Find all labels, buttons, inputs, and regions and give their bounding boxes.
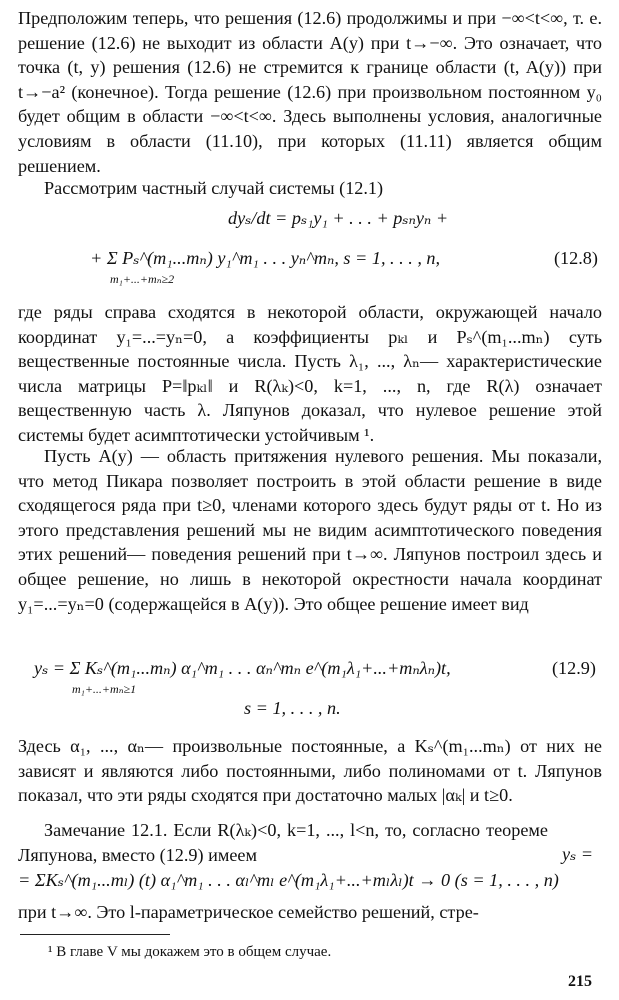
equation-12-8-number: (12.8): [554, 248, 598, 268]
paragraph-remark-12-1: Замечание 12.1. Если R(λₖ)<0, k=1, ..., l<n, то, согласно теореме Ляпунова, вместо (12.9) имеем: [18, 820, 548, 865]
equation-12-9-line2: s = 1, . . . , n.: [244, 698, 341, 718]
equation-12-9-sum-range: m₁+...+mₙ≥1: [72, 682, 137, 696]
equation-12-8-sum-range: m₁+...+mₙ≥2: [110, 272, 175, 286]
paragraph-special-case: Рассмотрим частный случай системы (12.1): [44, 178, 384, 198]
equation-12-9-line1: yₛ = Σ Kₛ^(m₁...mₙ) α₁^m₁ . . . αₙ^mₙ e^(m₁λ₁+...+mₙλₙ)t,: [34, 658, 451, 678]
paragraph-constants: Здесь α₁, ..., αₙ— произвольные постоянные, а Kₛ^(m₁...mₙ) от них не зависят и являются либо постоянными, либо полиномами от t. Ляпунов показал, что эти ряды сходятся при достаточно малых |αₖ| и t≥0.: [18, 736, 602, 806]
equation-12-8-line2: + Σ Pₛ^(m₁...mₙ) y₁^m₁ . . . yₙ^mₙ, s = 1, . . . , n,: [90, 248, 441, 268]
equation-12-8-line1: dyₛ/dt = pₛ₁y₁ + . . . + pₛₙyₙ +: [228, 208, 449, 228]
equation-remark-head: yₛ =: [562, 844, 594, 864]
footnote-divider: [20, 934, 170, 935]
page-number: 215: [568, 973, 592, 990]
paragraph-closing: при t→∞. Это l-параметрическое семейство решений, стре-: [18, 902, 479, 922]
equation-remark: = ΣKₛ^(m₁...mₗ) (t) α₁^m₁ . . . αₗ^mₗ e^(m₁λ₁+...+mₗλₗ)t → 0 (s = 1, . . . , n): [18, 870, 559, 890]
paragraph-intro: Предположим теперь, что решения (12.6) продолжимы и при −∞<t<∞, т. е. решение (12.6) не выходит из области A(y) при t→−∞. Это означает, что точка (t, y) решения (12.6) не стремится к границе области (t, A(y)) при t→−a² (конечное). Тогда решение (12.6) при произвольном постоянном y₀ будет общим в области −∞<t<∞. Здесь выполнены условия, аналогичные условиям в области (11.10), при которых (11.11) является общим решением.: [18, 8, 602, 176]
equation-12-9-number: (12.9): [552, 658, 596, 678]
paragraph-attraction-region: Пусть A(y) — область притяжения нулевого решения. Мы показали, что метод Пикара позволяет построить в этой области решение в виде сходящегося ряда при t≥0, членами которого здесь будут ряды от t. Но из этого представления решений мы не видим асимптотического поведения этих решений— поведения решений при t→∞. Ляпунов построил здесь и общее решение, но лишь в некоторой окрестности начала координат y₁=...=yₙ=0 (содержащейся в A(y)). Это общее решение имеет вид: [18, 446, 602, 614]
footnote: ¹ В главе V мы докажем это в общем случае.: [48, 944, 332, 960]
paragraph-series-description: где ряды справа сходятся в некоторой области, окружающей начало координат y₁=...=yₙ=0, а коэффициенты pₖₗ и Pₛ^(m₁...mₙ) суть вещественные постоянные числа. Пусть λ₁, ..., λₙ— характеристические числа матрицы P=‖pₖₗ‖ и R(λₖ)<0, k=1, ..., n, где R(λ) означает вещественную часть λ. Ляпунов доказал, что нулевое решение этой системы будет асимптотически устойчивым ¹.: [18, 302, 602, 445]
